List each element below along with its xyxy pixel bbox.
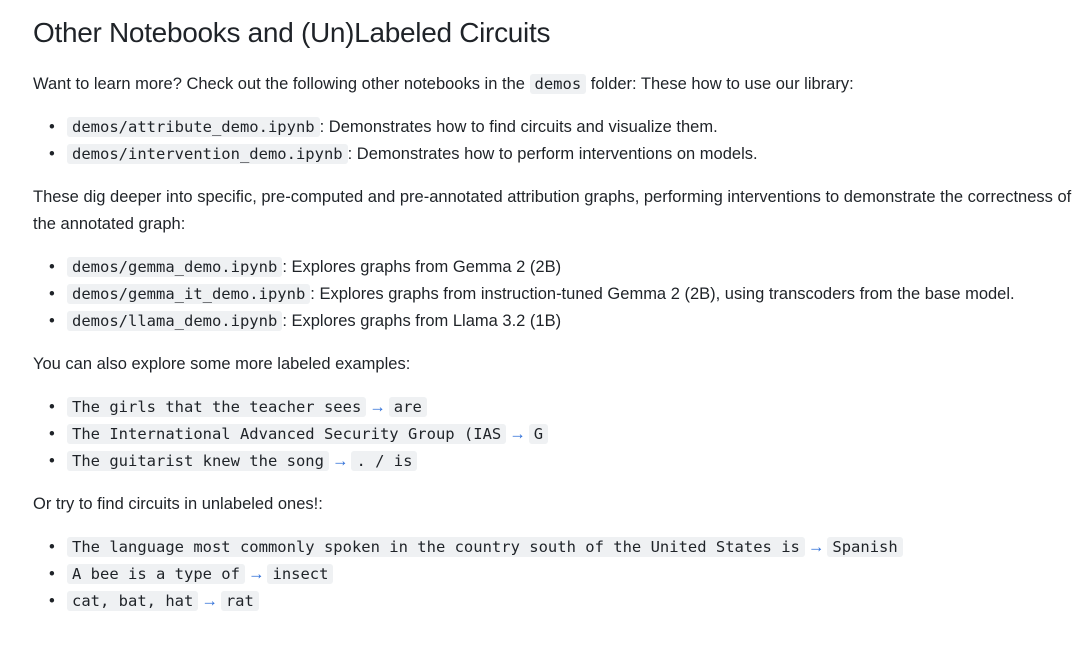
example-answer: rat: [221, 591, 259, 611]
labeled-example-list: [33, 394, 1080, 475]
notebook-path: demos/gemma_demo.ipynb: [67, 257, 282, 277]
example-prompt: The guitarist knew the song: [67, 451, 329, 471]
example-answer: G: [529, 424, 548, 444]
library-notebook-list: [33, 114, 1080, 168]
notebook-description: : Demonstrates how to find circuits and visualize them.: [319, 118, 718, 136]
list-item: [67, 448, 1080, 475]
example-prompt: A bee is a type of: [67, 564, 245, 584]
notebook-description: : Explores graphs from Llama 3.2 (1B): [282, 312, 562, 330]
section-heading: Other Notebooks and (Un)Labeled Circuits: [33, 17, 551, 48]
unlabeled-paragraph: Or try to find circuits in unlabeled ones!:: [33, 495, 323, 513]
list-item: [67, 281, 1080, 308]
example-answer: are: [389, 397, 427, 417]
notebook-path: demos/gemma_it_demo.ipynb: [67, 284, 310, 304]
list-item: [67, 394, 1080, 421]
notebook-path: demos/attribute_demo.ipynb: [67, 117, 320, 137]
arrow-icon: →: [807, 538, 825, 556]
notebook-description: : Explores graphs from instruction-tuned Gemma 2 (2B), using transcoders from the base model.: [310, 285, 1015, 303]
arrow-icon: →: [247, 565, 265, 583]
arrow-icon: →: [331, 452, 349, 470]
list-item: [67, 254, 1080, 281]
list-item: [67, 588, 1080, 615]
intro-text-after: folder: These how to use our library:: [586, 75, 854, 93]
example-answer: Spanish: [827, 537, 902, 557]
demos-folder-code: demos: [530, 74, 587, 94]
notebook-path: demos/llama_demo.ipynb: [67, 311, 282, 331]
list-item: [67, 141, 1080, 168]
arrow-icon: →: [369, 398, 386, 416]
example-prompt: The International Advanced Security Group (IAS: [67, 424, 506, 444]
deeper-paragraph: These dig deeper into specific, pre-computed and pre-annotated attribution graphs, performing interventions to demonstrate the correctness of the annotated graph:: [33, 188, 1072, 233]
list-item: [67, 114, 1080, 141]
intro-paragraph: [33, 71, 1080, 98]
unlabeled-example-list: [33, 534, 1080, 615]
example-answer: insect: [267, 564, 333, 584]
list-item: [67, 561, 1080, 588]
list-item: [67, 421, 1080, 448]
intro-text-before: Want to learn more? Check out the following other notebooks in the: [33, 75, 530, 93]
list-item: [67, 534, 1080, 561]
notebook-description: : Demonstrates how to perform interventions on models.: [347, 145, 758, 163]
example-prompt: The girls that the teacher sees: [67, 397, 366, 417]
graph-notebook-list: [33, 254, 1080, 335]
example-prompt: The language most commonly spoken in the country south of the United States is: [67, 537, 805, 557]
notebook-path: demos/intervention_demo.ipynb: [67, 144, 348, 164]
arrow-icon: →: [201, 592, 218, 610]
labeled-paragraph: You can also explore some more labeled examples:: [33, 355, 411, 373]
list-item: [67, 308, 1080, 335]
arrow-icon: →: [509, 425, 526, 443]
example-answer: . / is: [351, 451, 417, 471]
notebook-description: : Explores graphs from Gemma 2 (2B): [282, 258, 562, 276]
example-prompt: cat, bat, hat: [67, 591, 198, 611]
